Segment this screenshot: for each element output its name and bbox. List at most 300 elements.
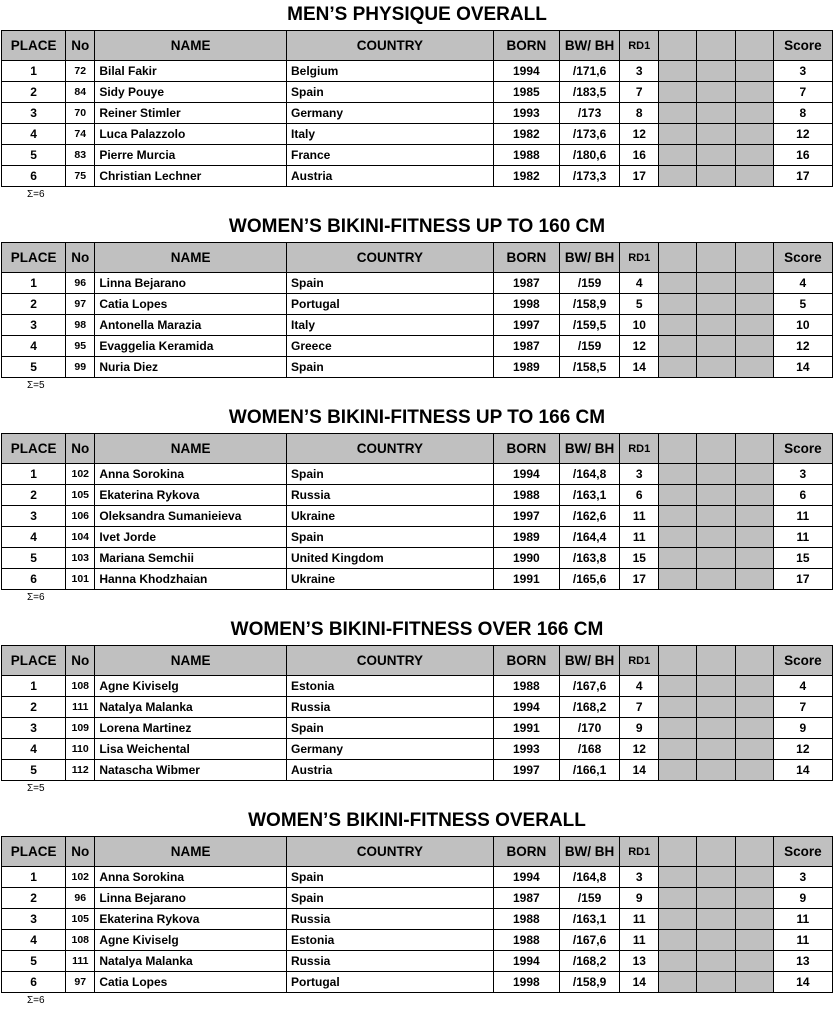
born-cell: 1988 <box>493 676 559 697</box>
country-cell: United Kingdom <box>287 548 494 569</box>
header-country: COUNTRY <box>287 31 494 61</box>
number-cell: 108 <box>66 676 95 697</box>
blank-cell <box>659 951 697 972</box>
header-country: COUNTRY <box>287 837 494 867</box>
blank-cell <box>735 294 773 315</box>
header-blank <box>659 434 697 464</box>
bwbh-cell: /171,6 <box>559 61 619 82</box>
header-score: Score <box>773 243 832 273</box>
blank-cell <box>697 739 735 760</box>
blank-cell <box>735 357 773 378</box>
score-cell: 16 <box>773 145 832 166</box>
blank-cell <box>659 506 697 527</box>
score-cell: 7 <box>773 82 832 103</box>
bwbh-cell: /183,5 <box>559 82 619 103</box>
section-title: WOMEN’S BIKINI-FITNESS UP TO 166 CM <box>228 407 606 428</box>
header-row <box>2 646 833 676</box>
bwbh-cell: /158,9 <box>559 972 619 993</box>
country-cell: Spain <box>287 718 494 739</box>
country-cell: Italy <box>287 315 494 336</box>
table-row <box>2 739 833 760</box>
blank-cell <box>697 294 735 315</box>
header-name: NAME <box>95 837 287 867</box>
rd1-cell: 4 <box>620 676 659 697</box>
country-cell: Spain <box>287 464 494 485</box>
country-cell: Germany <box>287 103 494 124</box>
name-cell: Bilal Fakir <box>95 61 287 82</box>
born-cell: 1989 <box>493 357 559 378</box>
bwbh-cell: /173,6 <box>559 124 619 145</box>
header-bwbh: BW/ BH <box>559 434 619 464</box>
blank-cell <box>659 739 697 760</box>
country-cell: Spain <box>287 867 494 888</box>
bwbh-cell: /168 <box>559 739 619 760</box>
header-bwbh: BW/ BH <box>559 837 619 867</box>
blank-cell <box>735 718 773 739</box>
number-cell: 98 <box>66 315 95 336</box>
header-place: PLACE <box>2 243 66 273</box>
name-cell: Natalya Malanka <box>95 951 287 972</box>
number-cell: 75 <box>66 166 95 187</box>
name-cell: Nuria Diez <box>95 357 287 378</box>
sum-note: Σ=5 <box>27 380 45 391</box>
blank-cell <box>659 166 697 187</box>
place-cell: 2 <box>2 82 66 103</box>
score-cell: 12 <box>773 336 832 357</box>
blank-cell <box>659 485 697 506</box>
rd1-cell: 8 <box>620 103 659 124</box>
number-cell: 108 <box>66 930 95 951</box>
born-cell: 1987 <box>493 336 559 357</box>
score-cell: 3 <box>773 867 832 888</box>
header-no: No <box>66 646 95 676</box>
country-cell: Russia <box>287 697 494 718</box>
blank-cell <box>659 124 697 145</box>
header-born: BORN <box>493 646 559 676</box>
blank-cell <box>659 315 697 336</box>
blank-cell <box>697 760 735 781</box>
score-cell: 14 <box>773 972 832 993</box>
born-cell: 1987 <box>493 273 559 294</box>
score-cell: 4 <box>773 676 832 697</box>
place-cell: 5 <box>2 548 66 569</box>
rd1-cell: 15 <box>620 548 659 569</box>
table-row <box>2 909 833 930</box>
results-table <box>1 30 833 187</box>
number-cell: 102 <box>66 464 95 485</box>
born-cell: 1990 <box>493 548 559 569</box>
born-cell: 1989 <box>493 527 559 548</box>
header-score: Score <box>773 31 832 61</box>
number-cell: 99 <box>66 357 95 378</box>
place-cell: 4 <box>2 527 66 548</box>
bwbh-cell: /168,2 <box>559 951 619 972</box>
score-cell: 8 <box>773 103 832 124</box>
name-cell: Ekaterina Rykova <box>95 485 287 506</box>
rd1-cell: 7 <box>620 82 659 103</box>
country-cell: Portugal <box>287 972 494 993</box>
born-cell: 1991 <box>493 569 559 590</box>
born-cell: 1994 <box>493 867 559 888</box>
blank-cell <box>697 972 735 993</box>
name-cell: Reiner Stimler <box>95 103 287 124</box>
blank-cell <box>735 909 773 930</box>
header-rd1: RD1 <box>620 837 659 867</box>
blank-cell <box>735 930 773 951</box>
header-place: PLACE <box>2 434 66 464</box>
blank-cell <box>659 61 697 82</box>
bwbh-cell: /162,6 <box>559 506 619 527</box>
country-cell: France <box>287 145 494 166</box>
bwbh-cell: /159 <box>559 273 619 294</box>
table-row <box>2 82 833 103</box>
blank-cell <box>735 548 773 569</box>
name-cell: Lisa Weichental <box>95 739 287 760</box>
section-title: WOMEN’S BIKINI-FITNESS UP TO 160 CM <box>228 216 606 237</box>
name-cell: Evaggelia Keramida <box>95 336 287 357</box>
results-table <box>1 836 833 993</box>
score-cell: 17 <box>773 166 832 187</box>
score-cell: 11 <box>773 930 832 951</box>
place-cell: 1 <box>2 61 66 82</box>
bwbh-cell: /173 <box>559 103 619 124</box>
bwbh-cell: /165,6 <box>559 569 619 590</box>
table-row <box>2 867 833 888</box>
rd1-cell: 11 <box>620 506 659 527</box>
blank-cell <box>735 61 773 82</box>
name-cell: Pierre Murcia <box>95 145 287 166</box>
header-score: Score <box>773 837 832 867</box>
bwbh-cell: /164,8 <box>559 464 619 485</box>
header-name: NAME <box>95 434 287 464</box>
country-cell: Ukraine <box>287 506 494 527</box>
name-cell: Natalya Malanka <box>95 697 287 718</box>
blank-cell <box>659 527 697 548</box>
name-cell: Natascha Wibmer <box>95 760 287 781</box>
rd1-cell: 11 <box>620 909 659 930</box>
number-cell: 111 <box>66 697 95 718</box>
blank-cell <box>735 315 773 336</box>
born-cell: 1985 <box>493 82 559 103</box>
number-cell: 109 <box>66 718 95 739</box>
place-cell: 3 <box>2 315 66 336</box>
table-row <box>2 145 833 166</box>
country-cell: Italy <box>287 124 494 145</box>
header-rd1: RD1 <box>620 646 659 676</box>
score-cell: 13 <box>773 951 832 972</box>
header-rd1: RD1 <box>620 243 659 273</box>
number-cell: 105 <box>66 909 95 930</box>
name-cell: Luca Palazzolo <box>95 124 287 145</box>
country-cell: Greece <box>287 336 494 357</box>
blank-cell <box>735 676 773 697</box>
born-cell: 1998 <box>493 294 559 315</box>
table-row <box>2 273 833 294</box>
blank-cell <box>697 697 735 718</box>
header-born: BORN <box>493 434 559 464</box>
rd1-cell: 7 <box>620 697 659 718</box>
blank-cell <box>697 166 735 187</box>
score-cell: 14 <box>773 357 832 378</box>
blank-cell <box>735 166 773 187</box>
bwbh-cell: /167,6 <box>559 676 619 697</box>
blank-cell <box>697 527 735 548</box>
rd1-cell: 17 <box>620 569 659 590</box>
header-rd1: RD1 <box>620 31 659 61</box>
blank-cell <box>735 867 773 888</box>
score-cell: 11 <box>773 527 832 548</box>
header-country: COUNTRY <box>287 434 494 464</box>
table-row <box>2 760 833 781</box>
born-cell: 1982 <box>493 166 559 187</box>
section-title: WOMEN’S BIKINI-FITNESS OVERALL <box>248 810 586 831</box>
name-cell: Agne Kiviselg <box>95 930 287 951</box>
table-row <box>2 888 833 909</box>
place-cell: 3 <box>2 506 66 527</box>
bwbh-cell: /164,8 <box>559 867 619 888</box>
blank-cell <box>659 972 697 993</box>
score-cell: 12 <box>773 739 832 760</box>
score-cell: 5 <box>773 294 832 315</box>
table-row <box>2 103 833 124</box>
country-cell: Belgium <box>287 61 494 82</box>
bwbh-cell: /159,5 <box>559 315 619 336</box>
blank-cell <box>659 930 697 951</box>
bwbh-cell: /173,3 <box>559 166 619 187</box>
sum-note: Σ=5 <box>27 783 45 794</box>
bwbh-cell: /170 <box>559 718 619 739</box>
blank-cell <box>659 676 697 697</box>
table-row <box>2 464 833 485</box>
name-cell: Ekaterina Rykova <box>95 909 287 930</box>
blank-cell <box>697 273 735 294</box>
table-row <box>2 527 833 548</box>
score-cell: 9 <box>773 718 832 739</box>
born-cell: 1988 <box>493 485 559 506</box>
bwbh-cell: /180,6 <box>559 145 619 166</box>
rd1-cell: 12 <box>620 739 659 760</box>
name-cell: Mariana Semchii <box>95 548 287 569</box>
rd1-cell: 11 <box>620 527 659 548</box>
blank-cell <box>697 145 735 166</box>
number-cell: 97 <box>66 294 95 315</box>
name-cell: Lorena Martinez <box>95 718 287 739</box>
table-row <box>2 166 833 187</box>
results-section <box>0 405 834 603</box>
blank-cell <box>659 82 697 103</box>
blank-cell <box>735 569 773 590</box>
number-cell: 101 <box>66 569 95 590</box>
blank-cell <box>697 718 735 739</box>
born-cell: 1982 <box>493 124 559 145</box>
born-cell: 1994 <box>493 464 559 485</box>
header-place: PLACE <box>2 837 66 867</box>
header-row <box>2 434 833 464</box>
rd1-cell: 5 <box>620 294 659 315</box>
sum-note: Σ=6 <box>27 189 45 200</box>
score-cell: 6 <box>773 485 832 506</box>
country-cell: Spain <box>287 357 494 378</box>
blank-cell <box>735 739 773 760</box>
blank-cell <box>735 485 773 506</box>
header-row <box>2 837 833 867</box>
number-cell: 103 <box>66 548 95 569</box>
blank-cell <box>735 951 773 972</box>
score-cell: 11 <box>773 909 832 930</box>
place-cell: 3 <box>2 718 66 739</box>
header-blank <box>659 837 697 867</box>
number-cell: 70 <box>66 103 95 124</box>
score-cell: 15 <box>773 548 832 569</box>
rd1-cell: 14 <box>620 972 659 993</box>
blank-cell <box>735 972 773 993</box>
header-born: BORN <box>493 837 559 867</box>
blank-cell <box>697 61 735 82</box>
name-cell: Sidy Pouye <box>95 82 287 103</box>
country-cell: Austria <box>287 760 494 781</box>
table-row <box>2 930 833 951</box>
results-table <box>1 242 833 378</box>
rd1-cell: 3 <box>620 867 659 888</box>
place-cell: 3 <box>2 103 66 124</box>
header-no: No <box>66 243 95 273</box>
header-place: PLACE <box>2 646 66 676</box>
number-cell: 83 <box>66 145 95 166</box>
blank-cell <box>659 464 697 485</box>
score-cell: 11 <box>773 506 832 527</box>
number-cell: 104 <box>66 527 95 548</box>
table-row <box>2 294 833 315</box>
table-row <box>2 61 833 82</box>
number-cell: 105 <box>66 485 95 506</box>
place-cell: 1 <box>2 867 66 888</box>
bwbh-cell: /158,9 <box>559 294 619 315</box>
blank-cell <box>735 888 773 909</box>
country-cell: Spain <box>287 82 494 103</box>
number-cell: 110 <box>66 739 95 760</box>
results-section <box>0 617 834 794</box>
name-cell: Linna Bejarano <box>95 888 287 909</box>
born-cell: 1997 <box>493 760 559 781</box>
header-rd1: RD1 <box>620 434 659 464</box>
place-cell: 1 <box>2 464 66 485</box>
born-cell: 1993 <box>493 103 559 124</box>
number-cell: 106 <box>66 506 95 527</box>
name-cell: Hanna Khodzhaian <box>95 569 287 590</box>
blank-cell <box>735 464 773 485</box>
born-cell: 1994 <box>493 697 559 718</box>
blank-cell <box>659 357 697 378</box>
born-cell: 1987 <box>493 888 559 909</box>
place-cell: 3 <box>2 909 66 930</box>
rd1-cell: 11 <box>620 930 659 951</box>
born-cell: 1997 <box>493 506 559 527</box>
table-row <box>2 972 833 993</box>
born-cell: 1993 <box>493 739 559 760</box>
header-blank <box>697 31 735 61</box>
blank-cell <box>697 676 735 697</box>
header-row <box>2 31 833 61</box>
sum-note: Σ=6 <box>27 592 45 603</box>
name-cell: Anna Sorokina <box>95 867 287 888</box>
blank-cell <box>697 867 735 888</box>
header-country: COUNTRY <box>287 243 494 273</box>
name-cell: Antonella Marazia <box>95 315 287 336</box>
score-cell: 12 <box>773 124 832 145</box>
table-row <box>2 506 833 527</box>
table-row <box>2 676 833 697</box>
rd1-cell: 14 <box>620 357 659 378</box>
name-cell: Anna Sorokina <box>95 464 287 485</box>
table-row <box>2 357 833 378</box>
table-row <box>2 569 833 590</box>
blank-cell <box>697 103 735 124</box>
place-cell: 2 <box>2 888 66 909</box>
blank-cell <box>735 527 773 548</box>
rd1-cell: 4 <box>620 273 659 294</box>
blank-cell <box>735 273 773 294</box>
blank-cell <box>697 485 735 506</box>
results-section <box>0 214 834 391</box>
number-cell: 84 <box>66 82 95 103</box>
results-table <box>1 645 833 781</box>
header-bwbh: BW/ BH <box>559 646 619 676</box>
blank-cell <box>735 82 773 103</box>
blank-cell <box>697 951 735 972</box>
place-cell: 6 <box>2 569 66 590</box>
header-no: No <box>66 31 95 61</box>
score-cell: 3 <box>773 464 832 485</box>
blank-cell <box>659 867 697 888</box>
header-name: NAME <box>95 646 287 676</box>
bwbh-cell: /163,1 <box>559 485 619 506</box>
number-cell: 111 <box>66 951 95 972</box>
country-cell: Russia <box>287 485 494 506</box>
born-cell: 1988 <box>493 930 559 951</box>
header-no: No <box>66 837 95 867</box>
blank-cell <box>659 718 697 739</box>
bwbh-cell: /163,8 <box>559 548 619 569</box>
header-blank <box>659 243 697 273</box>
rd1-cell: 6 <box>620 485 659 506</box>
header-blank <box>735 434 773 464</box>
born-cell: 1994 <box>493 61 559 82</box>
rd1-cell: 9 <box>620 718 659 739</box>
number-cell: 96 <box>66 888 95 909</box>
country-cell: Russia <box>287 951 494 972</box>
place-cell: 2 <box>2 294 66 315</box>
header-place: PLACE <box>2 31 66 61</box>
place-cell: 2 <box>2 697 66 718</box>
header-blank <box>735 837 773 867</box>
header-score: Score <box>773 434 832 464</box>
header-row <box>2 243 833 273</box>
blank-cell <box>697 82 735 103</box>
number-cell: 74 <box>66 124 95 145</box>
header-bwbh: BW/ BH <box>559 31 619 61</box>
header-country: COUNTRY <box>287 646 494 676</box>
blank-cell <box>697 548 735 569</box>
place-cell: 1 <box>2 676 66 697</box>
bwbh-cell: /164,4 <box>559 527 619 548</box>
place-cell: 5 <box>2 760 66 781</box>
header-name: NAME <box>95 31 287 61</box>
bwbh-cell: /159 <box>559 888 619 909</box>
table-row <box>2 336 833 357</box>
header-bwbh: BW/ BH <box>559 243 619 273</box>
blank-cell <box>659 569 697 590</box>
table-row <box>2 485 833 506</box>
